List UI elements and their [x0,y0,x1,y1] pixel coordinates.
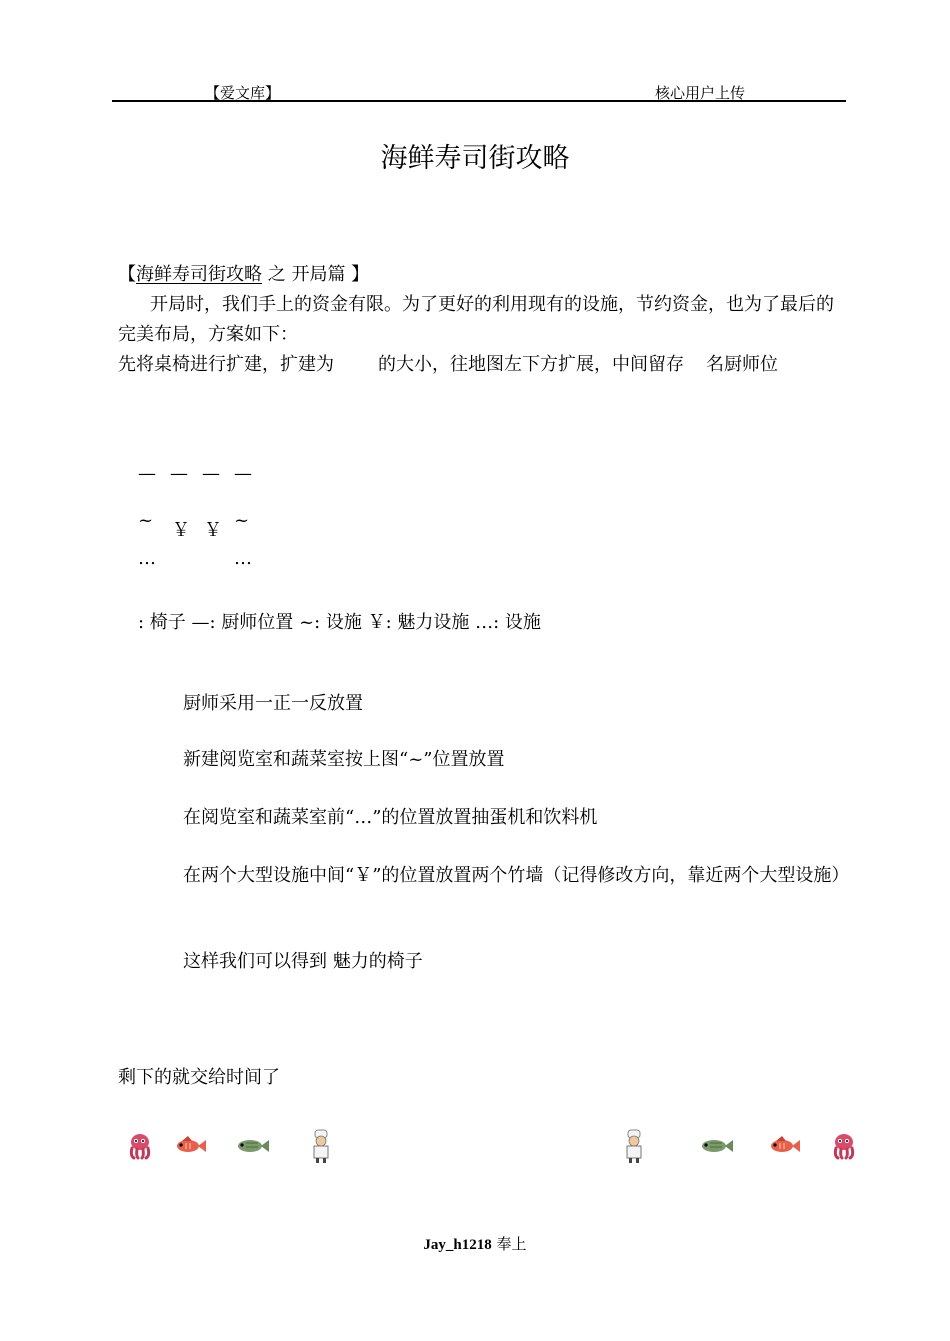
grid-legend: : 椅子 —: 厨师位置 ~: 设施 ￥: 魅力设施 …: 设施 [138,612,541,633]
grid-chef-mark: — [234,463,252,484]
intro-block [118,260,842,380]
grid-chef-mark: — [138,463,156,484]
grid-charm-mark: ￥ [204,520,222,541]
intro-paragraph-2c: 名厨师位 [706,354,778,375]
closing-line: 剩下的就交给时间了 [118,1067,280,1088]
intro-paragraph-2a: 先将桌椅进行扩建，扩建为 [118,354,334,375]
octopus-icon [122,1128,158,1164]
green-fish-icon [698,1128,734,1164]
grid-machine-mark: … [234,548,252,569]
step-2: 新建阅览室和蔬菜室按上图“~”位置放置 [183,749,505,770]
step-5: 这样我们可以得到 魅力的椅子 [183,951,423,972]
step-1: 厨师采用一正一反放置 [183,693,363,714]
section-heading [118,260,842,290]
red-fish-icon [172,1128,208,1164]
footer-author: Jay_h1218 [423,1237,492,1253]
section-link[interactable]: 海鲜寿司街攻略 [136,264,262,285]
section-open-bracket: 【 [118,264,136,285]
page-title: 海鲜寿司街攻略 [380,143,570,174]
intro-paragraph-1: 开局时，我们手上的资金有限。为了更好的利用现有的设施，节约资金，也为了最后的完美布局，方案如下： [118,294,834,345]
red-fish-icon [766,1128,802,1164]
chef-icon [616,1128,652,1164]
footer-suffix: 奉上 [496,1235,527,1253]
intro-paragraph-2b: 的大小，往地图左下方扩展，中间留存 [378,354,684,375]
section-heading-rest: 之 开局篇 】 [262,264,370,285]
header-divider [112,100,846,102]
green-fish-icon [234,1128,270,1164]
octopus-icon [826,1128,862,1164]
header-left: 【爱文库】 [205,84,281,102]
step-3: 在阅览室和蔬菜室前“…”的位置放置抽蛋机和饮料机 [183,807,598,828]
step-4: 在两个大型设施中间“￥”的位置放置两个竹墙（记得修改方向，靠近两个大型设施） [183,865,850,886]
grid-chef-mark: — [202,463,220,484]
grid-facility-mark: ~ [138,510,154,531]
intro-paragraph-2 [118,350,842,380]
header-right: 核心用户上传 [655,84,746,102]
grid-charm-mark: ￥ [172,520,190,541]
grid-machine-mark: … [138,548,156,569]
grid-facility-mark: ~ [234,510,250,531]
chef-icon [303,1128,339,1164]
footer [0,1233,950,1254]
grid-chef-mark: — [170,463,188,484]
